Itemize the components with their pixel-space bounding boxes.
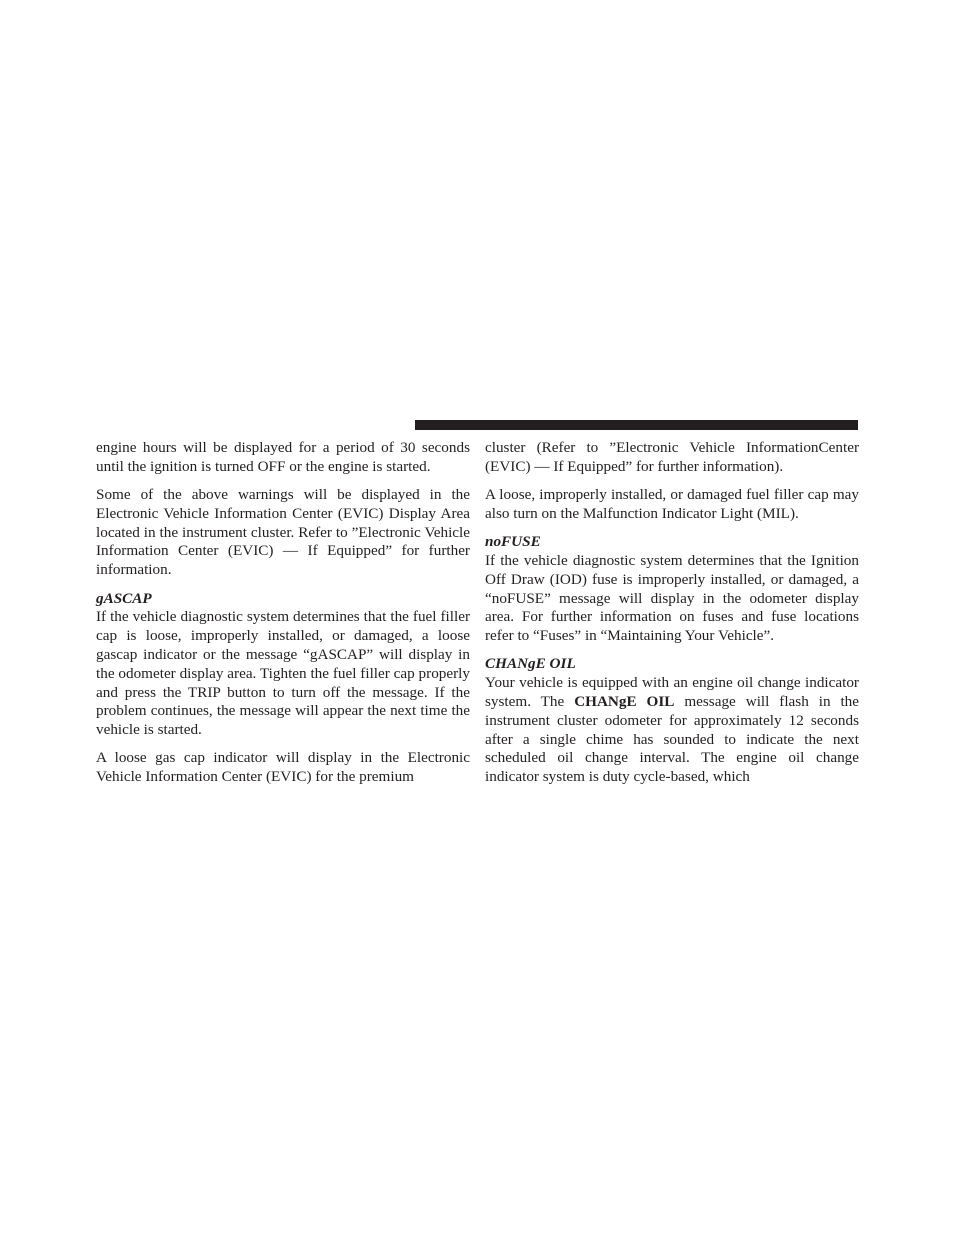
paragraph-gascap: If the vehicle diagnostic system determines that the fuel filler cap is loose, improperly installed, or damaged, a loose gascap indicator or the message “gASCAP” will display in the odometer display area. Tighten the fuel filler cap properly and press the TRIP button to turn off the message. If the problem continues, the message will appear the next time the vehicle is started.: [96, 608, 470, 739]
right-column: [485, 439, 859, 797]
paragraph-gascap-indicator: A loose gas cap indicator will display in the Electronic Vehicle Information Center (EVIC) for the premium: [96, 749, 470, 786]
change-oil-text-start: Your vehicle is equipped with an engine oil change indicator system. The: [485, 674, 859, 711]
left-column: [96, 439, 470, 797]
heading-gascap: gASCAP: [96, 589, 152, 607]
paragraph-nofuse: If the vehicle diagnostic system determines that the Ignition Off Draw (IOD) fuse is improperly installed, or damaged, a “noFUSE” message will display in the odometer display area. For further information on fuses and fuse locations refer to “Fuses” in “Maintaining Your Vehicle”.: [485, 551, 859, 645]
paragraph-mil: A loose, improperly installed, or damaged fuel filler cap may also turn on the Malfunction Indicator Light (MIL).: [485, 486, 859, 522]
paragraph-engine-hours: engine hours will be displayed for a period of 30 seconds until the ignition is turned OFF or the engine is started.: [96, 439, 470, 475]
paragraph-change-oil: [485, 674, 859, 787]
paragraph-cluster-refer: cluster (Refer to ”Electronic Vehicle InformationCenter (EVIC) — If Equipped” for further information).: [485, 439, 859, 475]
heading-nofuse: noFUSE: [485, 533, 541, 551]
heading-change-oil: CHANgE OIL: [485, 655, 576, 673]
change-oil-bold-term: CHANgE OIL: [574, 693, 675, 711]
change-oil-text-end: message will flash in the instrument cluster odometer for approximately 12 seconds after a single chime has sounded to indicate the next scheduled oil change interval. The engine oil change indicator system is duty cycle-based, which: [485, 693, 860, 786]
section-header-bar: [415, 420, 858, 430]
paragraph-evic-warnings: Some of the above warnings will be displayed in the Electronic Vehicle Information Center (EVIC) Display Area located in the instrument cluster. Refer to ”Electronic Vehicle Information Center (EVIC) — If Equipped” for further information.: [96, 486, 470, 579]
